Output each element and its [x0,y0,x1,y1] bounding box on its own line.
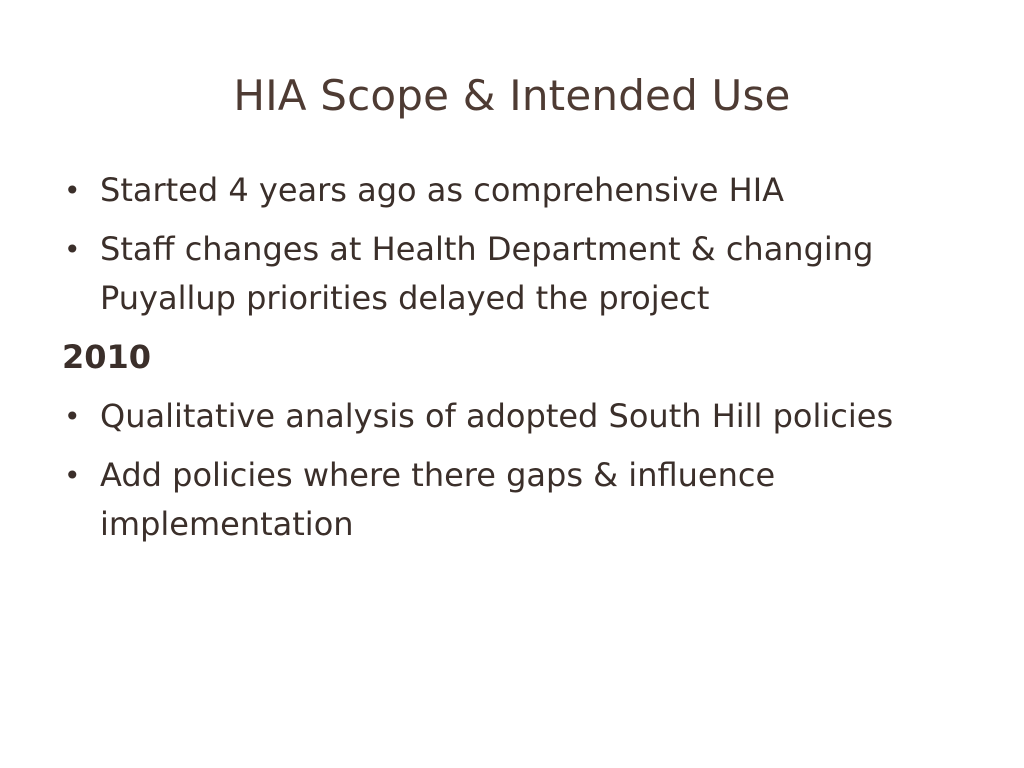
bullet-dot-icon: • [64,233,81,266]
bullet-dot-icon: • [64,400,81,433]
bullet-item [62,166,962,215]
bullet-item [62,225,962,323]
bullet-item [62,451,962,549]
bullet-text: Add policies where there gaps & influence implementation [100,456,776,543]
slide-title: HIA Scope & Intended Use [233,71,791,120]
bullet-text: Qualitative analysis of adopted South Hill policies [100,397,894,435]
bullet-item [62,392,962,441]
bullet-dot-icon: • [64,174,81,207]
bullet-dot-icon: • [64,459,81,492]
bullet-text: Started 4 years ago as comprehensive HIA [100,171,785,209]
slide-body [62,166,962,559]
section-heading: 2010 [62,338,152,376]
bullet-text: Staff changes at Health Department & changing Puyallup priorities delayed the project [100,230,874,317]
